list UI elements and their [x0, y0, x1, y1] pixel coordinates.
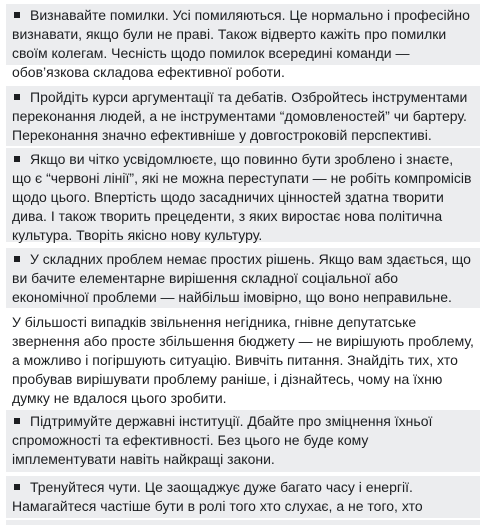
- list-item: [6, 476, 480, 518]
- bullet-icon: [14, 484, 20, 490]
- list-item: [6, 410, 480, 472]
- bullet-icon: [14, 256, 20, 262]
- bullet-icon: [14, 156, 20, 162]
- bullet-icon: [14, 94, 20, 100]
- paragraph-text: Якщо ви чітко усвідомлюєте, що повинно бути зроблено і знаєте, що є “червоні лінії”, які не можна переступати — не робіть компромісів щодо цього. Впертість щодо засадничих цінностей здатна творити дива. І також творить прецеденти, з яких виростає нова політична культура. Творіть якісно нову культуру.: [12, 151, 472, 243]
- paragraph-text: Підтримуйте державні інституції. Дбайте про зміцнення їхньої спроможності та ефективності. Без цього не буде кому імплементувати навіть найкращі закони.: [12, 413, 433, 467]
- bullet-icon: [14, 12, 20, 18]
- paragraph-text: У складних проблем немає простих рішень. Якщо вам здається, що ви бачите елементарне вирішення складної соціальної або економічної проблеми — найбільш імовірно, що воно неправильне.: [12, 251, 471, 305]
- list-item-cut-off: [6, 520, 480, 525]
- bullet-icon: [14, 418, 20, 424]
- list-item: [6, 4, 480, 80]
- list-item: [6, 86, 480, 146]
- paragraph-text: Тренуйтеся чути. Це заощаджує дуже багато часу і енергії. Намагайтеся частіше бути в ролі того хто слухає, а не того, хто: [12, 479, 423, 514]
- list-item: [6, 148, 480, 242]
- paragraph: [6, 311, 480, 406]
- paragraph-text: Пройдіть курси аргументації та дебатів. Озбройтесь інструментами переконання людей, а не інструментами “домовленостей” чи бартеру. Переконання значно ефективніше у довгостроковій перспективі.: [12, 89, 468, 143]
- paragraph-text: Визнавайте помилки. Усі помиляються. Це нормально і професійно визнавати, якщо були не праві. Також відверто кажіть про помилки своїм колегам. Чесність щодо помилок всередині команди — обов’язкова складова ефективної роботи.: [12, 7, 470, 80]
- list-item: [6, 248, 480, 308]
- paragraph-text: У більшості випадків звільнення негідника, гнівне депутатське звернення або просте збільшення бюджету — не вирішують проблему, а можливо і погіршують ситуацію. Вивчіть питання. Знайдіть тих, хто пробував вирішувати проблему раніше, і дізнайтесь, чому на їхню думку не вдалося цього зробити.: [12, 314, 474, 406]
